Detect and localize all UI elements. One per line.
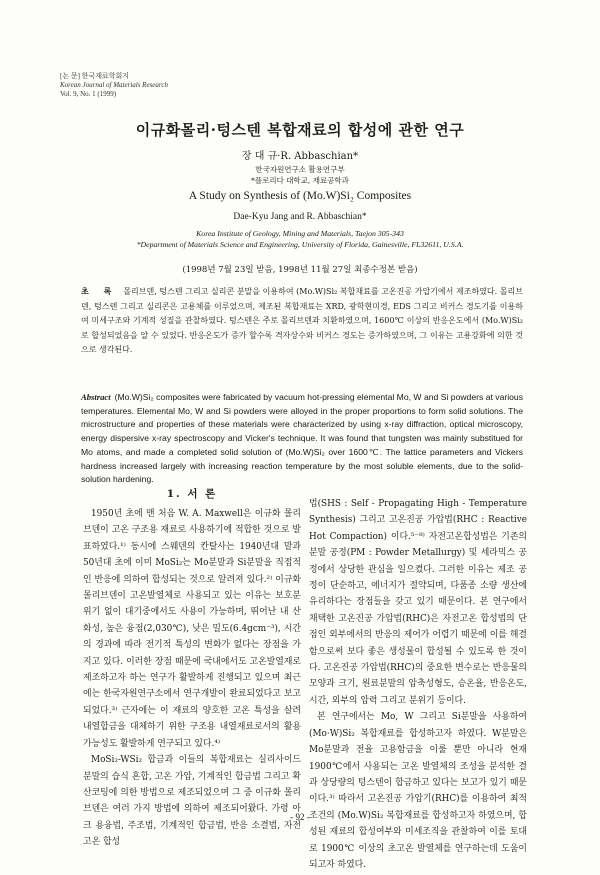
affiliation-ko-line: 한국자원연구소 활용연구부 (255, 165, 345, 174)
paragraph: 본 연구에서는 Mo, W 그리고 Si분말을 사용하여 (Mo·W)Si₂ 복합재료를 합성하고자 하였다. W분말은 Mo분말과 전율 고용함금을 이룰 뿐만 아니라 현재 1900℃에서 사용되는 고온 발열체의 조성을 분석한 결과 상당량의 텅스텐이 합금하고 있다는 보고가 있기 때문이다.³⁾ 따라서 고온진공 가압기(RHC)를 이용하여 최적조건의 (Mo.W)Si₂ 복합재료를 합성하고자 하였으며, 합성된 재료의 합성여부와 미세조직을 관찰하여 이를 토대로 1900℃ 이상의 초고온 발열체를 연구하는데 도움이 되고자 하였다. (309, 712, 527, 870)
abstract-ko (81, 284, 523, 358)
body-column-left (83, 506, 301, 851)
abstract-ko-text: 몰리브덴, 텅스텐 그리고 실리콘 분말을 이용하여 (Mo.W)Si₂ 복합재료를 고온진공 가압기에서 제조하였다. 몰리브덴, 텅스텐 그리고 실리콘은 고용체를 이루었으며, 제조된 복합재료는 XRD, 광학현미경, EDS 그리고 비커스 경도기를 이용하여 미세구조와 기계적 성질을 관찰하였다. 텅스텐은 주로 몰리브덴과 치환하였으며, 1600℃ 이상의 반응온도에서 (Mo.W)Si₂로 합성되었음을 알 수 있었다. 반응온도가 증가 할수록 격자상수와 비커스 경도는 증가하였으며, 그 이유는 고용강화에 의한 것으로 생각된다. (81, 287, 523, 354)
affiliation-en-line: Korea Institute of Geology, Mining and Materials, Taejon 305-343 (196, 229, 404, 238)
paper-title-en: A Study on Synthesis of (Mo.W)Si₂ Composites (188, 190, 412, 202)
paragraph: 법(SHS : Self - Propagating High - Temperature Synthesis) 그리고 고온진공 가압법(RHC : Reactive Hot Compaction) 이다.⁵⁻⁸⁾ 자전고온합성법은 기존의 분말 공정(PM : Powder Metallurgy) 및 세라믹스 공정에서 상당한 관심을 일으켰다. 그러한 이유는 제조 공정이 단순하고, 에너지가 절약되며, 다품종 소량 생산에 유리하다는 장점들을 갖고 있기 때문이다. 본 연구에서 채택한 고온진공 가압법(RHC)은 자전고온 합성법의 단점인 외부에서의 반응의 제어가 어렵기 때문에 이를 해결함으로써 보다 좋은 생성물이 합성될 수 있도록 한 것이다. 고온진공 가압법(RHC)의 중요한 변수로는 반응물의 모양과 크기, 원료분말의 압축성형도, 승온율, 반응온도, 시간, 외부의 압력 그리고 분위기 등이다. (309, 499, 527, 706)
paragraph: MoSi₂-WSi₂ 합금과 이들의 복합재료는 실리사이드 분말의 습식 혼합, 고온 가압, 기계적인 합금법 그리고 확산코팅에 의한 방법으로 제조되었으며 그 중 이규화 몰리브덴은 여러 가지 방법에 의하여 제조되어왔다. 가령 아크 용융법, 주조법, 기계적인 합금법, 반응 소결법, 자전고온 합성 (83, 755, 301, 848)
paper-title-ko: 이규화몰리·텅스텐 복합재료의 합성에 관한 연구 (135, 121, 465, 139)
authors-en: Dae-Kyu Jang and R. Abbaschian* (233, 212, 367, 222)
journal-header (60, 72, 168, 99)
abstract-en-label: Abstract (81, 392, 111, 402)
affiliation-ko (0, 164, 600, 186)
journal-volume: Vol. 9, No. 1 (1999) (60, 90, 117, 98)
affiliation-en (0, 228, 600, 250)
affiliation-en-line: *Department of Materials Science and Engineering, University of Florida, Gainesville, FL32611, U.S.A. (136, 240, 464, 249)
journal-name-ko: [논 문] 한국재료학회지 (60, 72, 130, 80)
abstract-ko-label: 초 록 (81, 286, 118, 296)
abstract-en-text: (Mo.W)Si₂ composites were fabricated by vacuum hot-pressing elemental Mo, W and Si powders at various temperatures. Elemental Mo, W and Si powders were alloyed in the proper proportions to form solid solutions. The microstructure and properties of these materials were characterized by using x-ray diffraction, optical microscopy, energy dispersive x-ray spectroscopy and Vicker's technique. It was found that tungsten was mainly substitued for Mo atoms, and made a completed solid solution of (Mo.W)Si₂ over 1600℃. The lattice parameters and Vickers hardness increased largely with increasing reaction temperature by the most soluble elements, due to the solid-solution hardening. (81, 392, 523, 485)
abstract-en (81, 391, 523, 487)
paragraph: 1950년 초에 맨 처음 W. A. Maxwell은 이규화 몰리브덴이 고온 구조용 재료로 사용하기에 적합한 것으로 발표하였다.¹⁾ 동시에 스웨덴의 칸탈사는 1940년대 말과 50년대 초에 이미 MoSi₂는 Mo분말과 Si분말을 직접적인 반응에 의하여 합성되는 것으로 알려져 있다.²⁾ 이규화 몰리브덴이 고온발열체로 사용되고 있는 이유는 보호분위기 없이 대기중에서도 사용이 가능하며, 뛰어난 내 산화성, 높은 융점(2,030℃), 낮은 밀도(6.4gcm⁻³), 시간의 경과에 따라 전기적 특성의 변화가 없다는 장점을 가지고 있다. 이러한 장점 때문에 국내에서도 고온발열재로 제조하고자 하는 연구가 활발하게 진행되고 있으며 최근에는 한국자원연구소에서 연구개발이 완료되었다고 보고되었다.³⁾ 근자에는 이 재료의 양호한 고온 특성을 살려 내열합금을 대체하기 위한 구조용 내열재료로서의 활용가능성도 활발하게 연구되고 있다.⁴⁾ (83, 509, 301, 749)
page-number: - 92 - (290, 812, 310, 822)
affiliation-ko-line: *플로리다 대학교, 재료공학과 (251, 176, 349, 185)
journal-name-en: Korean Journal of Materials Research (60, 81, 168, 89)
received-dates: (1998년 7월 23일 받음, 1998년 11월 27일 최종수정본 받음) (182, 265, 418, 275)
authors-ko: 장 대 규·R. Abbaschian* (241, 151, 359, 162)
section-title: 1. 서 론 (166, 488, 218, 500)
